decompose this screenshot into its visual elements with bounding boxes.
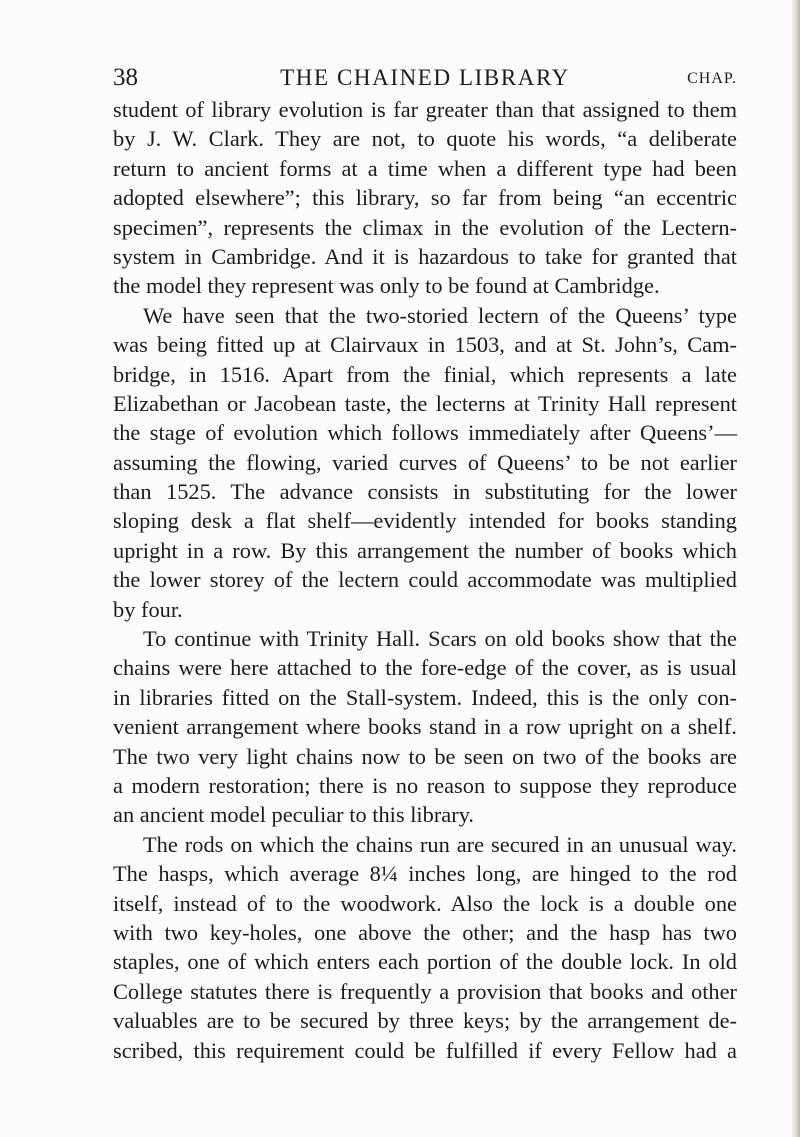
text-line: a modern restoration; there is no reason to suppose they reproduce xyxy=(113,772,737,798)
text-line: itself, instead of to the woodwork. Also the lock is a double one xyxy=(113,890,737,916)
text-line: Elizabethan or Jacobean taste, the lecterns at Trinity Hall represent xyxy=(113,390,737,416)
text-line: adopted elsewhere”; this library, so far from being “an eccentric xyxy=(113,185,737,211)
text-line: The hasps, which average 8¼ inches long, are hinged to the rod xyxy=(113,861,737,887)
text-line: valuables are to be secured by three keys; by the arrangement de- xyxy=(113,1008,737,1034)
body-text xyxy=(113,95,737,1065)
text-line: assuming the flowing, varied curves of Queens’ to be not earlier xyxy=(113,449,737,475)
text-line: than 1525. The advance consists in substituting for the lower xyxy=(113,479,737,505)
text-line: College statutes there is frequently a provision that books and other xyxy=(113,978,737,1004)
text-line: was being fitted up at Clairvaux in 1503, and at St. John’s, Cam- xyxy=(113,332,737,358)
text-line: bridge, in 1516. Apart from the finial, which represents a late xyxy=(113,361,737,387)
paragraph-start-line: We have seen that the two-storied lectern of the Queens’ type xyxy=(143,302,737,328)
text-line: student of library evolution is far greater than that assigned to them xyxy=(113,97,737,122)
text-line: the lower storey of the lectern could accommodate was multiplied xyxy=(113,567,737,593)
text-line: The two very light chains now to be seen on two of the books are xyxy=(113,743,737,769)
text-line: specimen”, represents the climax in the evolution of the Lectern- xyxy=(113,214,737,240)
text-line: the stage of evolution which follows immediately after Queens’— xyxy=(113,420,737,446)
page-number: 38 xyxy=(113,64,138,91)
text-line: sloping desk a flat shelf—evidently intended for books standing xyxy=(113,508,737,534)
text-line: return to ancient forms at a time when a different type had been xyxy=(113,155,737,181)
paragraph-start-line: To continue with Trinity Hall. Scars on old books show that the xyxy=(143,626,737,652)
page-header xyxy=(113,62,737,94)
running-title: THE CHAINED LIBRARY xyxy=(280,65,570,90)
text-line: the model they represent was only to be found at Cambridge. xyxy=(113,273,660,299)
paragraph-start-line: The rods on which the chains run are secured in an unusual way. xyxy=(143,831,737,857)
chapter-label: CHAP. xyxy=(687,70,737,87)
text-line: by four. xyxy=(113,596,183,622)
text-line: venient arrangement where books stand in a row upright on a shelf. xyxy=(113,714,737,740)
text-line: with two key-holes, one above the other; and the hasp has two xyxy=(113,919,737,945)
text-line: chains were here attached to the fore-edge of the cover, as is usual xyxy=(113,655,737,681)
text-line: an ancient model peculiar to this library. xyxy=(113,802,475,828)
text-line: staples, one of which enters each portion of the double lock. In old xyxy=(113,949,737,975)
text-line: by J. W. Clark. They are not, to quote his words, “a deliberate xyxy=(113,126,737,152)
text-line: system in Cambridge. And it is hazardous to take for granted that xyxy=(113,243,737,269)
text-line: in libraries fitted on the Stall-system. Indeed, this is the only con- xyxy=(113,684,737,710)
text-line: upright in a row. By this arrangement the number of books which xyxy=(113,537,737,563)
text-line: scribed, this requirement could be fulfilled if every Fellow had a xyxy=(113,1037,737,1063)
page-edge-shadow xyxy=(792,0,800,1137)
